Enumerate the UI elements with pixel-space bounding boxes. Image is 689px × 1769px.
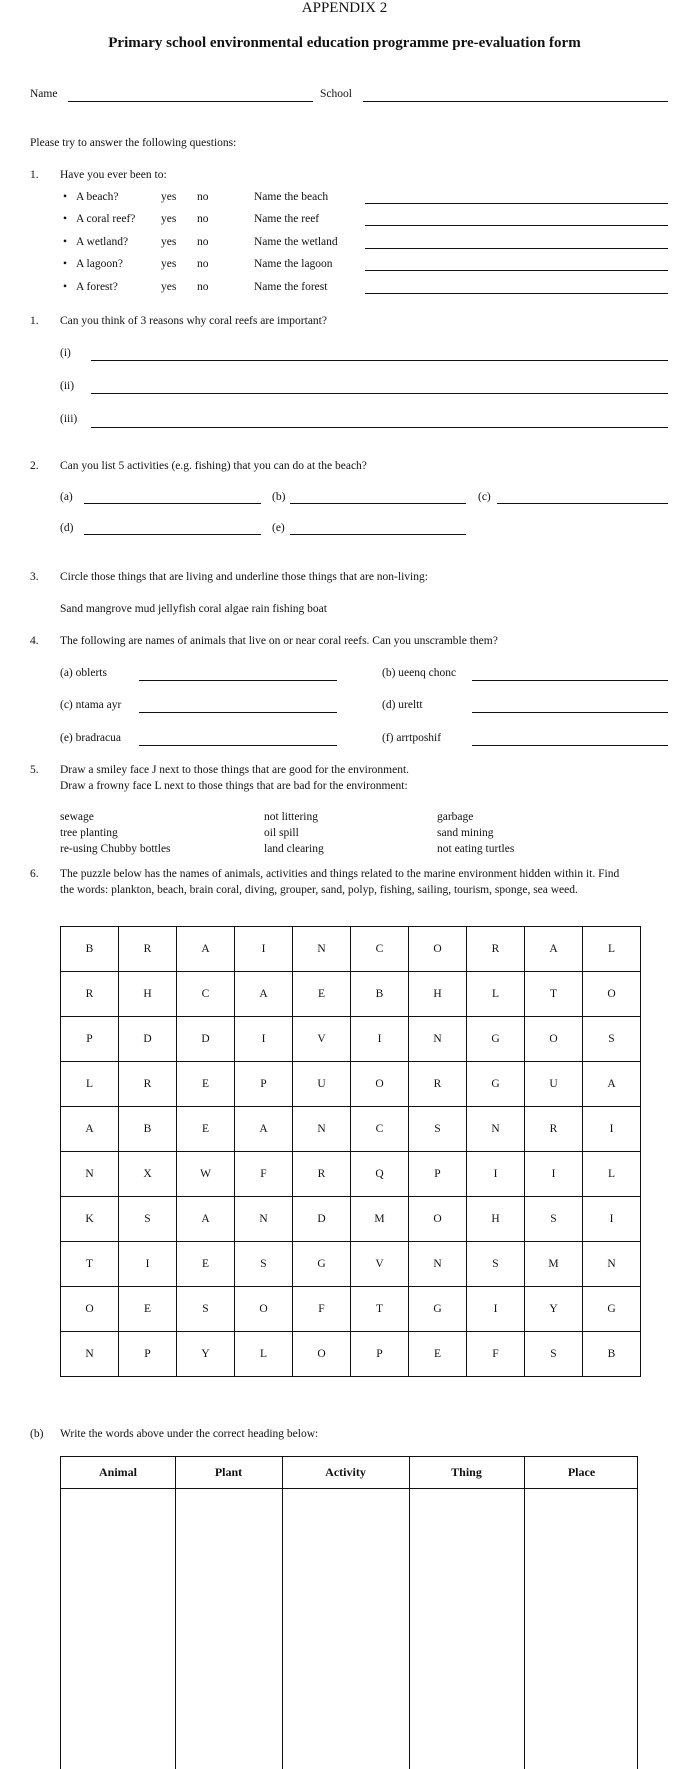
q1-place: • A beach? xyxy=(76,191,118,203)
grid-letter[interactable]: R xyxy=(119,1062,177,1107)
q1b-answer-field[interactable] xyxy=(91,360,668,361)
q5-option[interactable]: sand mining xyxy=(437,827,494,839)
grid-letter[interactable]: R xyxy=(119,927,177,972)
grid-letter[interactable]: N xyxy=(409,1017,467,1062)
grid-letter[interactable]: N xyxy=(293,1107,351,1152)
q4-number: 4. xyxy=(30,635,39,647)
q1b-text: Can you think of 3 reasons why coral reefs are important? xyxy=(60,315,327,327)
grid-letter[interactable]: P xyxy=(119,1332,177,1377)
grid-letter[interactable]: T xyxy=(525,972,583,1017)
q1-yes[interactable]: yes xyxy=(161,258,177,270)
q5-option[interactable]: not littering xyxy=(264,811,318,823)
q1-name-field[interactable] xyxy=(365,270,668,271)
grid-letter[interactable]: A xyxy=(525,927,583,972)
q1-no[interactable]: no xyxy=(197,258,209,270)
q1-no[interactable]: no xyxy=(197,213,209,225)
name-label: Name xyxy=(30,88,58,100)
grid-letter[interactable]: I xyxy=(351,1017,409,1062)
grid-letter[interactable]: R xyxy=(467,927,525,972)
q5-option[interactable]: tree planting xyxy=(60,827,118,839)
grid-letter[interactable]: R xyxy=(293,1152,351,1197)
q1-number: 1. xyxy=(30,169,39,181)
grid-letter[interactable]: M xyxy=(351,1197,409,1242)
grid-letter[interactable]: I xyxy=(235,1017,293,1062)
grid-letter[interactable]: N xyxy=(583,1242,641,1287)
school-label: School xyxy=(320,88,352,100)
grid-letter[interactable]: W xyxy=(177,1152,235,1197)
grid-letter[interactable]: R xyxy=(525,1107,583,1152)
name-field[interactable] xyxy=(68,101,313,102)
q1b-label: (iii) xyxy=(60,413,78,425)
grid-letter[interactable]: A xyxy=(235,1107,293,1152)
grid-letter[interactable]: G xyxy=(409,1287,467,1332)
q5-line1: Draw a smiley face J next to those things that are good for the environment. xyxy=(60,764,410,776)
grid-letter[interactable]: G xyxy=(583,1287,641,1332)
form-title: Primary school environmental education programme pre-evaluation form xyxy=(108,35,581,51)
q1-name-label: Name the lagoon xyxy=(254,258,333,270)
grid-letter[interactable]: O xyxy=(351,1062,409,1107)
q1-place: • A wetland? xyxy=(76,236,128,248)
q2-label: (e) xyxy=(272,522,285,534)
grid-letter[interactable]: K xyxy=(61,1197,119,1242)
q1-name-field[interactable] xyxy=(365,293,668,294)
grid-letter[interactable]: S xyxy=(409,1107,467,1152)
q2-answer-field[interactable] xyxy=(84,503,261,504)
grid-letter[interactable]: L xyxy=(235,1332,293,1377)
grid-letter[interactable]: S xyxy=(467,1242,525,1287)
q1b-label: (ii) xyxy=(60,380,75,392)
q4-answer-field[interactable] xyxy=(139,680,337,681)
grid-letter[interactable]: E xyxy=(119,1287,177,1332)
grid-letter[interactable]: A xyxy=(583,1062,641,1107)
grid-row xyxy=(61,1287,641,1332)
grid-letter[interactable]: R xyxy=(409,1062,467,1107)
grid-letter[interactable]: M xyxy=(525,1242,583,1287)
q1b-label: (i) xyxy=(60,347,71,359)
grid-row xyxy=(61,972,641,1017)
grid-letter[interactable]: D xyxy=(119,1017,177,1062)
q6-line1: The puzzle below has the names of animals, activities and things related to the marine environment hidden within it. Find xyxy=(60,868,620,880)
grid-letter[interactable]: E xyxy=(177,1242,235,1287)
q1b-number: 1. xyxy=(30,315,39,327)
q1-place: • A lagoon? xyxy=(76,258,123,270)
q2-text: Can you list 5 activities (e.g. fishing) that you can do at the beach? xyxy=(60,460,367,472)
grid-letter[interactable]: S xyxy=(177,1287,235,1332)
q3-words[interactable]: Sand mangrove mud jellyfish coral algae rain fishing boat xyxy=(60,603,327,615)
q1b-answer-field[interactable] xyxy=(91,393,668,394)
q2-number: 2. xyxy=(30,460,39,472)
grid-letter[interactable]: O xyxy=(409,1197,467,1242)
grid-letter[interactable]: B xyxy=(61,927,119,972)
grid-row xyxy=(61,1242,641,1287)
q1-name-field[interactable] xyxy=(365,203,668,204)
q2-answer-field[interactable] xyxy=(290,503,466,504)
grid-letter[interactable]: S xyxy=(525,1197,583,1242)
grid-letter[interactable]: P xyxy=(351,1332,409,1377)
q3-number: 3. xyxy=(30,571,39,583)
q4-answer-field[interactable] xyxy=(472,745,668,746)
q6-line2: the words: plankton, beach, brain coral, diving, grouper, sand, polyp, fishing, sailing, tourism, sponge, sea weed. xyxy=(60,884,578,896)
grid-letter[interactable]: S xyxy=(119,1197,177,1242)
grid-letter[interactable]: C xyxy=(351,927,409,972)
grid-letter[interactable]: U xyxy=(293,1062,351,1107)
q1-yes[interactable]: yes xyxy=(161,281,177,293)
grid-letter[interactable]: O xyxy=(409,927,467,972)
q6b-text: Write the words above under the correct heading below: xyxy=(60,1428,319,1440)
grid-row xyxy=(61,1017,641,1062)
grid-letter[interactable]: S xyxy=(525,1332,583,1377)
grid-letter[interactable]: C xyxy=(177,972,235,1017)
grid-letter[interactable]: R xyxy=(61,972,119,1017)
q3-text: Circle those things that are living and underline those things that are non-living: xyxy=(60,571,428,583)
grid-letter[interactable]: L xyxy=(583,927,641,972)
q5-option[interactable]: garbage xyxy=(437,811,474,823)
q6-number: 6. xyxy=(30,868,39,880)
grid-letter[interactable]: I xyxy=(525,1152,583,1197)
grid-letter[interactable]: E xyxy=(293,972,351,1017)
grid-letter[interactable]: E xyxy=(177,1107,235,1152)
grid-letter[interactable]: S xyxy=(583,1017,641,1062)
q1-name-label: Name the reef xyxy=(254,213,320,225)
q2-answer-field[interactable] xyxy=(290,534,466,535)
q2-answer-field[interactable] xyxy=(84,534,261,535)
grid-letter[interactable]: E xyxy=(177,1062,235,1107)
grid-letter[interactable]: L xyxy=(467,972,525,1017)
column-divider xyxy=(524,1457,525,1769)
grid-letter[interactable]: L xyxy=(583,1152,641,1197)
grid-letter[interactable]: H xyxy=(119,972,177,1017)
grid-letter[interactable]: D xyxy=(177,1017,235,1062)
q5-number: 5. xyxy=(30,764,39,776)
q1-no[interactable]: no xyxy=(197,236,209,248)
grid-letter[interactable]: X xyxy=(119,1152,177,1197)
q2-label: (b) xyxy=(272,491,286,503)
grid-letter[interactable]: I xyxy=(467,1287,525,1332)
grid-letter[interactable]: F xyxy=(467,1332,525,1377)
grid-letter[interactable]: O xyxy=(583,972,641,1017)
grid-letter[interactable]: L xyxy=(61,1062,119,1107)
grid-letter[interactable]: H xyxy=(467,1197,525,1242)
q1-yes[interactable]: yes xyxy=(161,191,177,203)
grid-letter[interactable]: N xyxy=(293,927,351,972)
q4-item: (b) ueenq chonc xyxy=(382,667,457,679)
grid-letter[interactable]: I xyxy=(583,1107,641,1152)
header-divider xyxy=(61,1488,637,1489)
q1-yes[interactable]: yes xyxy=(161,213,177,225)
q4-answer-field[interactable] xyxy=(472,680,668,681)
grid-letter[interactable]: G xyxy=(467,1062,525,1107)
q2-label: (d) xyxy=(60,522,74,534)
q5-option[interactable]: land clearing xyxy=(264,843,324,855)
grid-row xyxy=(61,1107,641,1152)
q5-line2: Draw a frowny face L next to those things that are bad for the environment: xyxy=(60,780,408,792)
grid-row xyxy=(61,1197,641,1242)
grid-letter[interactable]: Y xyxy=(525,1287,583,1332)
grid-letter[interactable]: P xyxy=(235,1062,293,1107)
word-search-grid xyxy=(60,926,641,1377)
grid-letter[interactable]: U xyxy=(525,1062,583,1107)
grid-letter[interactable]: N xyxy=(235,1197,293,1242)
q1-name-field[interactable] xyxy=(365,248,668,249)
grid-letter[interactable]: V xyxy=(293,1017,351,1062)
grid-letter[interactable]: N xyxy=(61,1152,119,1197)
q1-name-label: Name the forest xyxy=(254,281,328,293)
q4-answer-field[interactable] xyxy=(472,712,668,713)
grid-letter[interactable]: T xyxy=(351,1287,409,1332)
q4-item: (f) arrtposhif xyxy=(382,732,442,744)
intro-text: Please try to answer the following questions: xyxy=(30,137,237,149)
q5-option[interactable]: not eating turtles xyxy=(437,843,515,855)
grid-letter[interactable]: A xyxy=(177,927,235,972)
grid-letter[interactable]: Q xyxy=(351,1152,409,1197)
heading-plant: Plant xyxy=(214,1465,243,1479)
q4-answer-field[interactable] xyxy=(139,745,337,746)
grid-row xyxy=(61,1152,641,1197)
grid-letter[interactable]: I xyxy=(235,927,293,972)
grid-letter[interactable]: F xyxy=(293,1287,351,1332)
q1-name-label: Name the wetland xyxy=(254,236,338,248)
q4-item: (c) ntama ayr xyxy=(60,699,122,711)
grid-letter[interactable]: A xyxy=(177,1197,235,1242)
grid-letter[interactable]: S xyxy=(235,1242,293,1287)
q1-no[interactable]: no xyxy=(197,191,209,203)
q4-item: (a) oblerts xyxy=(60,667,107,679)
grid-letter[interactable]: I xyxy=(467,1152,525,1197)
grid-letter[interactable]: I xyxy=(583,1197,641,1242)
column-divider xyxy=(409,1457,410,1769)
q1b-answer-field[interactable] xyxy=(91,427,668,428)
grid-letter[interactable]: I xyxy=(119,1242,177,1287)
grid-row xyxy=(61,1062,641,1107)
grid-letter[interactable]: D xyxy=(293,1197,351,1242)
headings-table xyxy=(60,1456,638,1769)
grid-letter[interactable]: B xyxy=(119,1107,177,1152)
grid-letter[interactable]: C xyxy=(351,1107,409,1152)
grid-letter[interactable]: V xyxy=(351,1242,409,1287)
q1-no[interactable]: no xyxy=(197,281,209,293)
heading-activity: Activity xyxy=(325,1465,366,1479)
column-divider xyxy=(282,1457,283,1769)
grid-letter[interactable]: P xyxy=(409,1152,467,1197)
q1-text: Have you ever been to: xyxy=(60,169,167,181)
grid-letter[interactable]: O xyxy=(235,1287,293,1332)
grid-letter[interactable]: G xyxy=(293,1242,351,1287)
school-field[interactable] xyxy=(363,101,668,102)
heading-thing: Thing xyxy=(451,1465,482,1479)
grid-letter[interactable]: T xyxy=(61,1242,119,1287)
grid-letter[interactable]: N xyxy=(61,1332,119,1377)
grid-letter[interactable]: G xyxy=(467,1017,525,1062)
grid-letter[interactable]: N xyxy=(409,1242,467,1287)
q2-label: (c) xyxy=(478,491,491,503)
q4-item: (d) ureltt xyxy=(382,699,423,711)
q1-name-label: Name the beach xyxy=(254,191,329,203)
q2-answer-field[interactable] xyxy=(497,503,668,504)
q1-place: • A forest? xyxy=(76,281,118,293)
q4-text: The following are names of animals that live on or near coral reefs. Can you unscramble them? xyxy=(60,635,498,647)
grid-letter[interactable]: F xyxy=(235,1152,293,1197)
heading-animal: Animal xyxy=(98,1465,137,1479)
q5-option[interactable]: oil spill xyxy=(264,827,299,839)
q1-name-field[interactable] xyxy=(365,225,668,226)
grid-row xyxy=(61,1332,641,1377)
q5-option[interactable]: re-using Chubby bottles xyxy=(60,843,171,855)
grid-letter[interactable]: O xyxy=(61,1287,119,1332)
grid-letter[interactable]: A xyxy=(235,972,293,1017)
q6b-number: (b) xyxy=(30,1428,44,1440)
grid-letter[interactable]: N xyxy=(467,1107,525,1152)
q4-item: (e) bradracua xyxy=(60,732,121,744)
heading-place: Place xyxy=(567,1465,596,1479)
q4-answer-field[interactable] xyxy=(139,712,337,713)
q2-label: (a) xyxy=(60,491,73,503)
grid-letter[interactable]: P xyxy=(61,1017,119,1062)
grid-letter[interactable]: E xyxy=(409,1332,467,1377)
q5-option[interactable]: sewage xyxy=(60,811,94,823)
column-divider xyxy=(175,1457,176,1769)
grid-letter[interactable]: O xyxy=(525,1017,583,1062)
grid-letter[interactable]: A xyxy=(61,1107,119,1152)
grid-letter[interactable]: H xyxy=(409,972,467,1017)
grid-letter[interactable]: Y xyxy=(177,1332,235,1377)
grid-letter[interactable]: B xyxy=(351,972,409,1017)
q1-yes[interactable]: yes xyxy=(161,236,177,248)
grid-row xyxy=(61,927,641,972)
appendix-label: APPENDIX 2 xyxy=(301,0,388,16)
grid-letter[interactable]: B xyxy=(583,1332,641,1377)
grid-letter[interactable]: O xyxy=(293,1332,351,1377)
q1-place: • A coral reef? xyxy=(76,213,135,225)
